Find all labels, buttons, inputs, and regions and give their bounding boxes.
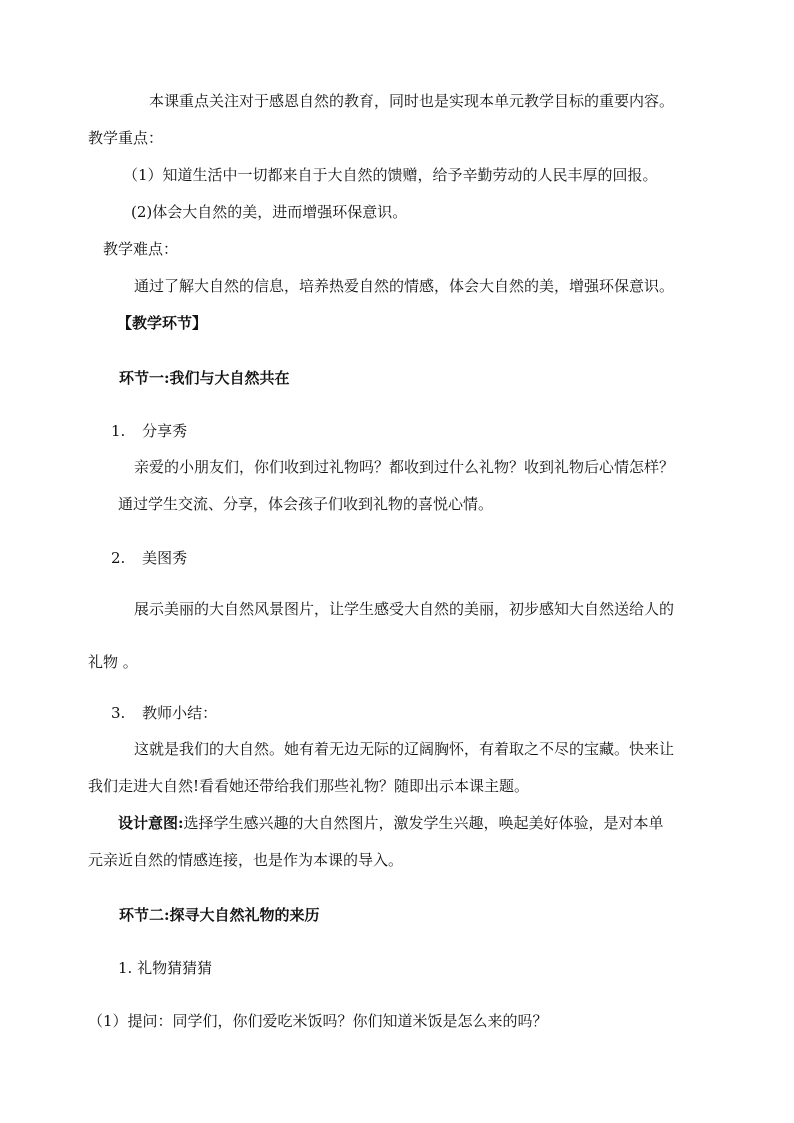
heading-teaching-difficulties: 教学难点：	[103, 240, 179, 258]
section-2-title: 环节二:探寻大自然礼物的来历	[119, 906, 320, 924]
paragraph-rice-question: （1）提问：同学们，你们爱吃米饭吗？你们知道米饭是怎么来的吗？	[88, 1012, 548, 1030]
paragraph-difficulties: 通过了解大自然的信息，培养热爱自然的情感，体会大自然的美，增强环保意识。	[134, 277, 675, 295]
list-item-label: 分享秀	[142, 422, 188, 440]
paragraph-summary-cont: 我们走进大自然!看看她还带给我们那些礼物？随即出示本课主题。	[88, 777, 530, 795]
heading-teaching-sections: 【教学环节】	[117, 314, 208, 332]
list-item-label: 美图秀	[142, 549, 188, 567]
list-item-3	[111, 703, 217, 723]
paragraph-design-intent	[118, 813, 664, 833]
list-item-number: 1.	[111, 422, 126, 440]
paragraph-show-pictures-cont: 礼物 。	[88, 653, 138, 671]
list-item-gift-guess: 1. 礼物猜猜猜	[118, 959, 213, 977]
paragraph-share-question: 亲爱的小朋友们，你们收到过礼物吗？都收到过什么礼物？收到礼物后心情怎样？	[134, 458, 675, 476]
paragraph-show-pictures: 展示美丽的大自然风景图片，让学生感受大自然的美丽，初步感知大自然送给人的	[134, 600, 675, 618]
list-item-2	[111, 548, 187, 568]
design-intent-text: 选择学生感兴趣的大自然图片，激发学生兴趣，唤起美好体验，是对本单	[183, 814, 664, 832]
design-intent-label: 设计意图:	[118, 814, 184, 832]
list-item-1	[111, 421, 187, 441]
list-item-number: 3.	[111, 704, 126, 722]
list-item-number: 2.	[111, 549, 126, 567]
paragraph-design-intent-cont: 元亲近自然的情感连接，也是作为本课的导入。	[88, 851, 404, 869]
key-point-1: （1）知道生活中一切都来自于大自然的馈赠，给予辛勤劳动的人民丰厚的回报。	[123, 166, 658, 184]
heading-teaching-key-points: 教学重点：	[88, 129, 164, 147]
paragraph-summary: 这就是我们的大自然。她有着无边无际的辽阔胸怀，有着取之不尽的宝藏。快来让	[134, 740, 675, 758]
paragraph-course-focus: 本课重点关注对于感恩自然的教育，同时也是实现本单元教学目标的重要内容。	[149, 92, 675, 110]
list-item-label: 教师小结：	[142, 704, 218, 722]
key-point-2: (2)体会大自然的美，进而增强环保意识。	[131, 203, 408, 221]
section-1-title: 环节一:我们与大自然共在	[119, 369, 290, 387]
paragraph-share-exchange: 通过学生交流、分享，体会孩子们收到礼物的喜悦心情。	[118, 495, 494, 513]
